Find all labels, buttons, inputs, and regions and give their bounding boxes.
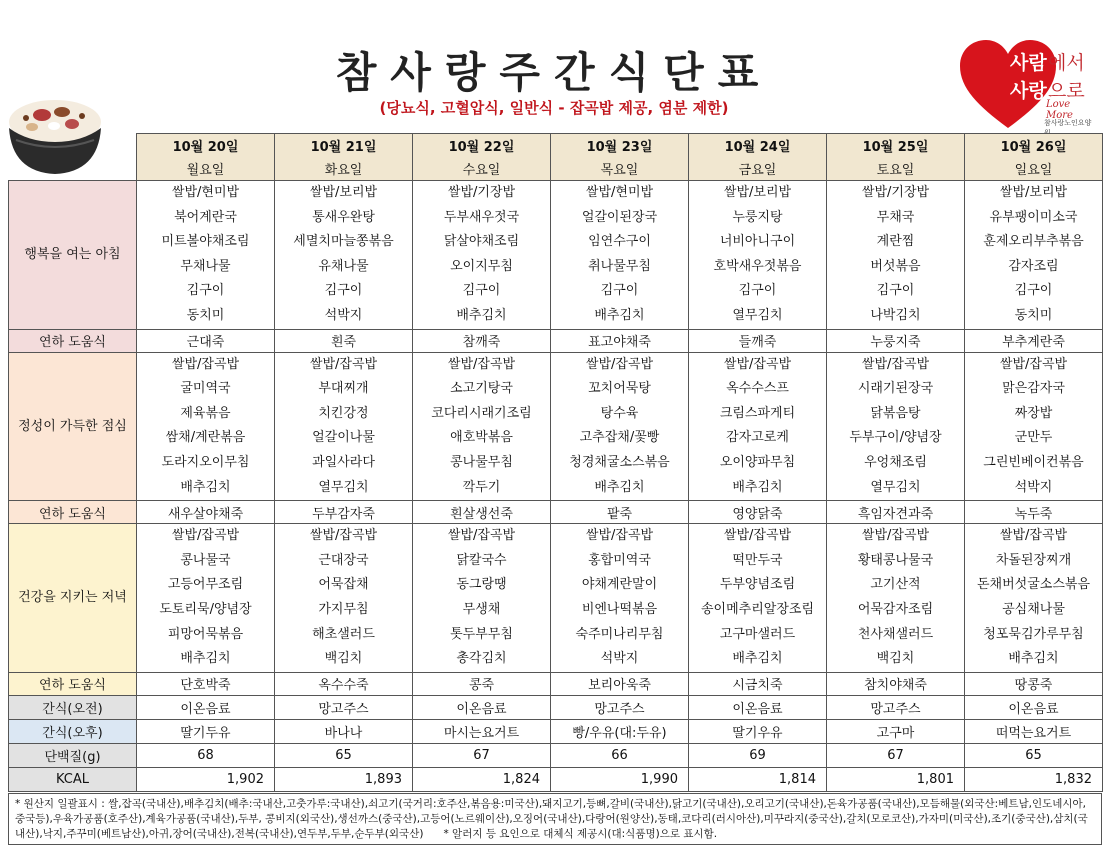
dish-item: 쌀밥/잡곡밥 (171, 528, 240, 544)
dish-item: 백김치 (324, 651, 363, 667)
dish-item: 해초샐러드 (312, 626, 375, 642)
dish-item: 두부새우젓국 (443, 209, 520, 225)
dish-item: 총각김치 (456, 651, 507, 667)
dish-item: 우엉채조림 (864, 454, 927, 470)
snack_am-value: 망고주스 (275, 695, 413, 719)
dinner-label: 건강을 지키는 저녁 (9, 524, 137, 673)
dish-item: 돈채버섯굴소스볶음 (976, 577, 1091, 593)
snack_am-value: 이온음료 (413, 695, 551, 719)
dish-item: 너비아니구이 (719, 234, 796, 250)
kcal-value: 1,801 (827, 767, 965, 791)
dinner-porridge-row (9, 672, 1103, 695)
dish-item: 숙주미나리무침 (575, 626, 664, 642)
dish-item: 쌀밥/잡곡밥 (861, 528, 930, 544)
dish-item: 버섯볶음 (870, 258, 921, 274)
dish-item: 취나물무침 (588, 258, 651, 274)
porridge-item: 단호박죽 (137, 672, 275, 695)
dish-item: 쌀밥/보리밥 (999, 185, 1068, 200)
dish-item: 피망어묵볶음 (167, 626, 244, 642)
porridge-item: 표고야채죽 (551, 329, 689, 352)
dinner-day-cell (827, 524, 965, 673)
kcal-value: 1,893 (275, 767, 413, 791)
dish-item: 쌀밥/기장밥 (447, 185, 516, 200)
dinner-day-cell (965, 524, 1103, 673)
porridge-item: 참치야채죽 (827, 672, 965, 695)
protein-value: 66 (551, 743, 689, 767)
snack_am-value: 이온음료 (689, 695, 827, 719)
dish-item: 쌀밥/잡곡밥 (999, 528, 1068, 544)
dish-item: 쌀밥/잡곡밥 (447, 356, 516, 372)
date-row (9, 134, 1103, 157)
dish-item: 통새우완탕 (312, 209, 375, 225)
weekday-row (9, 156, 1103, 181)
dish-item: 쌈채/계란볶음 (165, 430, 246, 446)
protein-value: 67 (827, 743, 965, 767)
dish-item: 오이지무침 (450, 258, 513, 274)
snack_am-value: 이온음료 (137, 695, 275, 719)
porridge-item: 팥죽 (551, 501, 689, 524)
logo-text-1a: 사람 (1010, 52, 1047, 74)
dish-item: 배추김치 (180, 479, 231, 495)
day-date: 10월 26일 (965, 134, 1103, 157)
lunch-day-cell (551, 352, 689, 501)
dish-item: 황태콩나물국 (857, 552, 934, 568)
dish-item: 청경채굴소스볶음 (569, 454, 670, 470)
snack_pm-label: 간식(오후) (9, 719, 137, 743)
dish-item: 김구이 (324, 283, 363, 299)
lunch-porridge-row (9, 501, 1103, 524)
dish-item: 쌀밥/잡곡밥 (723, 528, 792, 544)
dish-item: 차돌된장찌개 (995, 552, 1072, 568)
dinner-day-cell (137, 524, 275, 673)
snack_pm-value: 딸기우유 (689, 719, 827, 743)
dish-item: 임연수구이 (588, 234, 651, 250)
porridge-item: 흰죽 (275, 329, 413, 352)
kcal-label: KCAL (9, 767, 137, 791)
porridge-item: 녹두죽 (965, 501, 1103, 524)
dish-item: 김구이 (600, 283, 639, 299)
dish-item: 쌀밥/잡곡밥 (999, 356, 1068, 372)
breakfast-day-cell (965, 181, 1103, 330)
logo-text-1b: 에서 (1048, 52, 1085, 74)
dish-item: 감자고로케 (726, 430, 789, 446)
dish-item: 동치미 (186, 307, 225, 323)
brand-logo (958, 36, 1098, 136)
snack_pm-value: 딸기두유 (137, 719, 275, 743)
dish-item: 쌀밥/잡곡밥 (585, 528, 654, 544)
dish-item: 천사채샐러드 (857, 626, 934, 642)
dinner-row (9, 524, 1103, 673)
dish-item: 떡만두국 (732, 552, 783, 568)
dish-item: 김구이 (186, 283, 225, 299)
dish-item: 열무김치 (318, 479, 369, 495)
dish-item: 백김치 (876, 651, 915, 667)
dish-item: 콩나물무침 (450, 454, 513, 470)
breakfast-day-cell (275, 181, 413, 330)
dish-item: 군만두 (1014, 430, 1053, 446)
breakfast-day-cell (827, 181, 965, 330)
kcal-value: 1,990 (551, 767, 689, 791)
dish-item: 톳두부무침 (450, 626, 513, 642)
dish-item: 고추잡채/꽃빵 (579, 430, 660, 446)
snack_am-row (9, 695, 1103, 719)
snack_pm-value: 빵/우유(대:두유) (551, 719, 689, 743)
breakfast-day-cell (689, 181, 827, 330)
dish-item: 쌀밥/보리밥 (723, 185, 792, 200)
page-title: 참사랑주간식단표 (335, 48, 773, 97)
dish-item: 배추김치 (594, 479, 645, 495)
lunch-day-cell (137, 352, 275, 501)
dish-item: 배추김치 (732, 479, 783, 495)
dish-item: 비엔나떡볶음 (581, 601, 658, 617)
origin-note: * 원산지 일괄표시 : 쌀,잡곡(국내산),배추김치(배추:국내산,고춧가루:국내산),쇠고기(국거리:호주산,볶음용:미국산),돼지고기,등뼈,갈비(국내산),닭고기(국내산),오리고기(국내산),돈육가공품(국내산),모듬해물(외국산:베트남,인도네시아,중국등),우육가공품(호주산),계육가공품(국내산),두부, 콩비지(외국산),생선까스(중국산),고등어(노르웨이산),오징어(국내산),다랑어(원양산),동태,코다리(러시아산),미꾸라지(중국산),갈치(모로코산),가자미(미국산),조기(중국산),삼치(국내산),낙지,주꾸미(베트남산),아귀,장어(국내산),전복(국내산),연두부,두부,순두부(외국산) (15, 798, 1088, 840)
corner-cell (9, 156, 137, 181)
dish-item: 쌀밥/현미밥 (171, 185, 240, 200)
porridge-item: 보리아욱죽 (551, 672, 689, 695)
dish-item: 무생채 (462, 601, 501, 617)
dish-item: 과일사라다 (312, 454, 375, 470)
dish-item: 근대장국 (318, 552, 369, 568)
porridge-item: 새우살야채죽 (137, 501, 275, 524)
day-date: 10월 21일 (275, 134, 413, 157)
porridge-item: 콩죽 (413, 672, 551, 695)
dish-item: 유채나물 (318, 258, 369, 274)
dish-item: 쌀밥/잡곡밥 (585, 356, 654, 372)
dish-item: 호박새우젓볶음 (713, 258, 802, 274)
porridge-item: 땅콩죽 (965, 672, 1103, 695)
dish-item: 계란찜 (876, 234, 915, 250)
day-date: 10월 25일 (827, 134, 965, 157)
day-date: 10월 20일 (137, 134, 275, 157)
dish-item: 유부팽이미소국 (989, 209, 1078, 225)
dish-item: 고등어무조림 (167, 577, 244, 593)
dish-item: 두부양념조림 (719, 577, 796, 593)
kcal-row (9, 767, 1103, 791)
dish-item: 콩나물국 (180, 552, 231, 568)
snack_am-label: 간식(오전) (9, 695, 137, 719)
protein-value: 67 (413, 743, 551, 767)
dish-item: 맑은감자국 (1002, 381, 1065, 397)
dish-item: 꼬치어묵탕 (588, 381, 651, 397)
dinner-day-cell (551, 524, 689, 673)
dish-item: 석박지 (324, 307, 363, 323)
porridge-item: 들깨죽 (689, 329, 827, 352)
dish-item: 김구이 (462, 283, 501, 299)
dish-item: 세멸치마늘쫑볶음 (293, 234, 394, 250)
kcal-value: 1,814 (689, 767, 827, 791)
dish-item: 옥수수스프 (726, 381, 789, 397)
snack_am-value: 망고주스 (551, 695, 689, 719)
dish-item: 닭칼국수 (456, 552, 507, 568)
day-weekday: 금요일 (689, 156, 827, 181)
porridge-item: 시금치죽 (689, 672, 827, 695)
dish-item: 무채국 (876, 209, 915, 225)
protein-value: 65 (275, 743, 413, 767)
dish-item: 쌀밥/기장밥 (861, 185, 930, 200)
kcal-value: 1,824 (413, 767, 551, 791)
dish-item: 고구마샐러드 (719, 626, 796, 642)
day-weekday: 토요일 (827, 156, 965, 181)
day-weekday: 화요일 (275, 156, 413, 181)
dish-item: 가지무침 (318, 601, 369, 617)
dish-item: 굴미역국 (180, 381, 231, 397)
porridge-label: 연하 도움식 (9, 501, 137, 524)
dish-item: 쌀밥/잡곡밥 (447, 528, 516, 544)
dish-item: 쌀밥/잡곡밥 (309, 356, 378, 372)
day-weekday: 월요일 (137, 156, 275, 181)
snack_am-value: 이온음료 (965, 695, 1103, 719)
day-date: 10월 24일 (689, 134, 827, 157)
kcal-value: 1,902 (137, 767, 275, 791)
dish-item: 쌀밥/잡곡밥 (309, 528, 378, 544)
day-weekday: 목요일 (551, 156, 689, 181)
dish-item: 어묵잡채 (318, 577, 369, 593)
lunch-day-cell (965, 352, 1103, 501)
breakfast-row (9, 181, 1103, 330)
weekly-menu-table (8, 133, 1103, 792)
porridge-item: 누룽지죽 (827, 329, 965, 352)
breakfast-day-cell (551, 181, 689, 330)
dish-item: 감자조림 (1008, 258, 1059, 274)
dish-item: 배추김치 (180, 651, 231, 667)
day-date: 10월 22일 (413, 134, 551, 157)
porridge-item: 두부감자죽 (275, 501, 413, 524)
porridge-item: 참깨죽 (413, 329, 551, 352)
dish-item: 나박김치 (870, 307, 921, 323)
kcal-value: 1,832 (965, 767, 1103, 791)
dish-item: 그린빈베이컨볶음 (983, 454, 1084, 470)
day-weekday: 일요일 (965, 156, 1103, 181)
dish-item: 석박지 (600, 651, 639, 667)
dish-item: 김구이 (1014, 283, 1053, 299)
day-weekday: 수요일 (413, 156, 551, 181)
dish-item: 닭볶음탕 (870, 405, 921, 421)
protein-row (9, 743, 1103, 767)
dish-item: 북어계란국 (174, 209, 237, 225)
dish-item: 고기산적 (870, 577, 921, 593)
logo-tagline: Love More (1046, 99, 1073, 121)
logo-text-2b: 으로 (1048, 80, 1085, 102)
dish-item: 동그랑땡 (456, 577, 507, 593)
dish-item: 짜장밥 (1014, 405, 1053, 421)
dish-item: 무채나물 (180, 258, 231, 274)
dish-item: 김구이 (738, 283, 777, 299)
dish-item: 열무김치 (870, 479, 921, 495)
lunch-label: 정성이 가득한 점심 (9, 352, 137, 501)
dish-item: 깍두기 (462, 479, 501, 495)
dish-item: 송이메추리알장조림 (700, 601, 815, 617)
dish-item: 야채계란말이 (581, 577, 658, 593)
lunch-row (9, 352, 1103, 501)
dish-item: 훈제오리부추볶음 (983, 234, 1084, 250)
porridge-item: 근대죽 (137, 329, 275, 352)
lunch-day-cell (413, 352, 551, 501)
snack_am-value: 망고주스 (827, 695, 965, 719)
dish-item: 도라지오이무침 (161, 454, 250, 470)
protein-value: 68 (137, 743, 275, 767)
porridge-item: 흑임자견과죽 (827, 501, 965, 524)
dish-item: 닭살야채조림 (443, 234, 520, 250)
dish-item: 얼갈이된장국 (581, 209, 658, 225)
dish-item: 홍합미역국 (588, 552, 651, 568)
dish-item: 동치미 (1014, 307, 1053, 323)
lunch-day-cell (275, 352, 413, 501)
protein-value: 65 (965, 743, 1103, 767)
breakfast-porridge-row (9, 329, 1103, 352)
snack_pm-row (9, 719, 1103, 743)
allergy-note: * 알러지 등 요인으로 대체식 제공시(대:식품명)으로 표시함. (443, 828, 718, 840)
porridge-label: 연하 도움식 (9, 672, 137, 695)
dish-item: 치킨강정 (318, 405, 369, 421)
dish-item: 도토리묵/양념장 (159, 601, 252, 617)
protein-value: 69 (689, 743, 827, 767)
dish-item: 쌀밥/현미밥 (585, 185, 654, 200)
lunch-day-cell (689, 352, 827, 501)
porridge-item: 옥수수죽 (275, 672, 413, 695)
page-subtitle: (당뇨식, 고혈압식, 일반식 - 잡곡밥 제공, 염분 제한) (379, 99, 729, 117)
dish-item: 얼갈이나물 (312, 430, 375, 446)
snack_pm-value: 마시는요거트 (413, 719, 551, 743)
dish-item: 부대찌개 (318, 381, 369, 397)
dish-item: 쌀밥/보리밥 (309, 185, 378, 200)
dish-item: 석박지 (1014, 479, 1053, 495)
snack_pm-value: 떠먹는요거트 (965, 719, 1103, 743)
dish-item: 열무김치 (732, 307, 783, 323)
lunch-day-cell (827, 352, 965, 501)
dish-item: 배추김치 (1008, 651, 1059, 667)
dish-item: 미트볼야채조림 (161, 234, 250, 250)
dinner-day-cell (413, 524, 551, 673)
dinner-day-cell (275, 524, 413, 673)
dish-item: 어묵감자조림 (857, 601, 934, 617)
porridge-item: 흰살생선죽 (413, 501, 551, 524)
logo-org-name: 참사랑노인요양 (1044, 119, 1092, 127)
dish-item: 오이양파무침 (719, 454, 796, 470)
dish-item: 소고기탕국 (450, 381, 513, 397)
dish-item: 탕수육 (600, 405, 639, 421)
dish-item: 제육볶음 (180, 405, 231, 421)
dish-item: 시래기된장국 (857, 381, 934, 397)
dish-item: 크림스파게티 (719, 405, 796, 421)
dish-item: 두부구이/양념장 (849, 430, 942, 446)
dish-item: 배추김치 (594, 307, 645, 323)
footnote (8, 793, 1102, 845)
dish-item: 김구이 (876, 283, 915, 299)
protein-label: 단백질(g) (9, 743, 137, 767)
snack_pm-value: 바나나 (275, 719, 413, 743)
breakfast-label: 행복을 여는 아침 (9, 181, 137, 330)
porridge-item: 부추계란죽 (965, 329, 1103, 352)
dish-item: 애호박볶음 (450, 430, 513, 446)
dish-item: 누룽지탕 (732, 209, 783, 225)
breakfast-day-cell (413, 181, 551, 330)
breakfast-day-cell (137, 181, 275, 330)
porridge-item: 영양닭죽 (689, 501, 827, 524)
day-date: 10월 23일 (551, 134, 689, 157)
dish-item: 쌀밥/잡곡밥 (171, 356, 240, 372)
corner-cell (9, 134, 137, 157)
dish-item: 쌀밥/잡곡밥 (861, 356, 930, 372)
porridge-label: 연하 도움식 (9, 329, 137, 352)
dish-item: 배추김치 (732, 651, 783, 667)
dinner-day-cell (689, 524, 827, 673)
snack_pm-value: 고구마 (827, 719, 965, 743)
dish-item: 쌀밥/잡곡밥 (723, 356, 792, 372)
dish-item: 배추김치 (456, 307, 507, 323)
dish-item: 공심채나물 (1002, 601, 1065, 617)
dish-item: 청포묵김가루무침 (983, 626, 1084, 642)
dish-item: 코다리시래기조림 (431, 405, 532, 421)
logo-text-2a: 사랑 (1010, 80, 1047, 102)
